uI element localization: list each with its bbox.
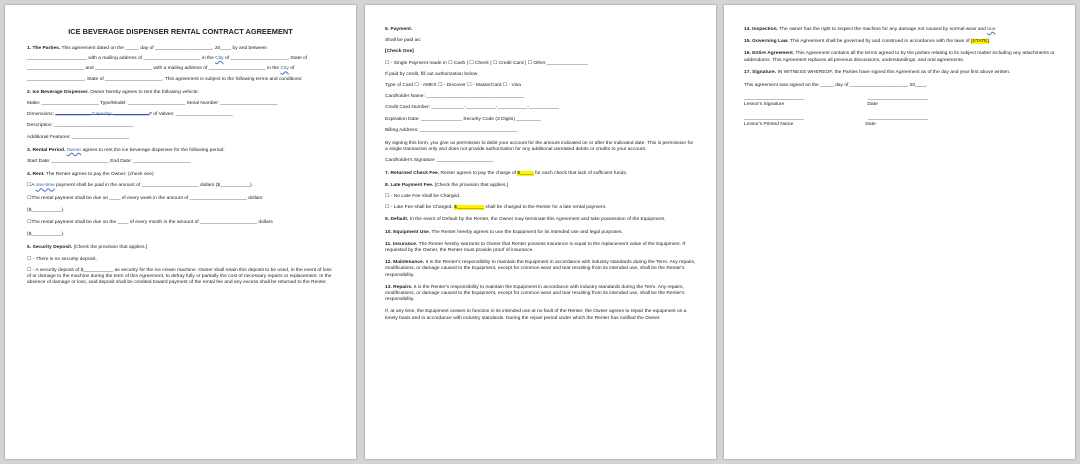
signature-line: ______________________ (744, 115, 804, 121)
additional-features-field: Additional Features: _____________________ (27, 134, 129, 140)
lessor-signature-label: Lessor's Signature (744, 102, 785, 108)
deposit-option-amount: ☐ - A security deposit of $___________ as security for the ice cream machine. Owner shall retain this deposit to be used, in the event of loss of or damage to the machine during the term of this Agreement, to defray fully or partially the cost of necessary repairs or replacement. In the absence of damage or loss, said deposit shall be credited toward payment of the rental fee and any excess shall be returned to the Renter. (27, 267, 332, 286)
document-page-2: 6. Payment. Shall be paid as: [Check One] ☐ - Single Payment made in ☐ Cash | ☐ Check | ☐ Credit Card | ☐ Other _______________ If paid by credit, fill out authorization below. Type of Card ☐ - AMEX ☐ - Discover ☐ - MasterCard ☐ - Visa Cardholder Name: ____________________________________ Credit Card Number: ____________-___________-___________-___________ Expiration Date: _______________ Security Code (3 Digits) _________ Billing Address: ____________________________________ By signing this form, you give us permission to debit your account for the amount indicated on or after the indicated date. This is permission for a single transaction only and does not provide authorization for any additional unrelated debits or credits to your account. Cardholder's Signature _____________________ 7. Returned Check Fee. Renter agrees to pay the charge of $_____ for each check that lack of sufficient funds. 8. Late Payment Fee. [Check the provision that applies.] ☐ - No Late Fee shall be Charged. ☐ - Late Fee shall be Charged. $__________ shall be charged to the Renter for a late rental payment. 9. Default. In the event of Default by the Renter, the Owner may terminate this Agreement and take possession of the Equipment. 10. Equipment Use. The Renter hereby agrees to use the Equipment for its intended use and legal purposes. 11. Insurance. The Renter hereby warrants to Owner that Renter possess insurance is equal to the replacement value of the Equipment. If requested by the Owner, the Renter must provide proof of insurance. 12. Maintenance. It is the Renter's responsibility to maintain the Equipment in accordance with industry standards during the Term. Any repairs, modifications, or damage caused to the Equipment, except for common wear and tear resulting from its intended use, shall be the Renter's responsibility. 13. Repairs. It is the Renter's responsibility to maintain the Equipment in accordance with industry standards during the Term. Any repairs, modifications, or damage caused to the Equipment, except for common wear and tear resulting from its intended use, shall be the Renter's responsibility. If, at any time, the Equipment ceases to function in its intended use at no fault of the Renter, the Owner agrees to repair the equipment on a timely basis and in accordance with industry standards. During the repair period under which the Renter has notified the Owner. (365, 5, 716, 459)
section-maintenance: 12. Maintenance. It is the Renter's responsibility to maintain the Equipment in accordance with industry standards during the Term. Any repairs, modifications, or damage caused to the Equipment, except for common wear and tear resulting from its intended use, shall be the Renter's responsibility. (385, 260, 696, 278)
section-late-fee: 8. Late Payment Fee. [Check the provision that applies.] (385, 182, 509, 188)
section-repairs: 13. Repairs. It is the Renter's responsibility to maintain the Equipment in accordance with industry standards during the Term. Any repairs, modifications, or damage caused to the Equipment, except for common wear and tear resulting from its intended use, shall be the Renter's responsibility. (385, 284, 685, 303)
signature-line: ______________________ (867, 96, 928, 102)
city-word: City (215, 56, 224, 62)
card-number-field: Credit Card Number: ____________-___________-___________-___________ (385, 105, 559, 111)
rent-option-monthly: ☐The rental payment shall be due on the ____ of every month in the amount of _____________________ dollars (27, 220, 273, 226)
signature-line: ______________________ (867, 115, 928, 121)
closing-paragraph: If, at any time, the Equipment ceases to function in its intended use at no fault of the Renter, the Owner agrees to repair the equipment on a timely basis and in accordance with industry standards. During the repair period under which the Renter has notified the Owner. (385, 309, 687, 321)
payment-method-options: ☐ - Single Payment made in ☐ Cash | ☐ Check | ☐ Credit Card | ☐ Other _______________ (385, 60, 588, 66)
section-default: 9. Default. In the event of Default by the Renter, the Owner may terminate this Agreement and take possession of the Equipment. (385, 217, 666, 223)
section-inspection: 14. Inspection. The owner has the right to inspect the machine for any damage not caused by normal wear and tear. (744, 27, 997, 32)
section-returned-check: 7. Returned Check Fee. Renter agrees to pay the charge of $_____ for each check that lack of sufficient funds. (385, 170, 628, 176)
dimensions-field: Dimensions: _____________ Capacity: _____________# of Valves: _____________________ (27, 112, 233, 118)
section-insurance: 11. Insurance. The Renter hereby warrants to Owner that Renter possess insurance is equal to the replacement value of the Equipment. If requested by the Owner, the Renter must provide proof of insurance. (385, 241, 686, 254)
lessor-printed-name-label: Lessor's Printed Name (744, 121, 794, 127)
section-payment: 6. Payment. (385, 27, 413, 32)
document-page-3 (724, 5, 1075, 459)
deposit-option-none: ☐ - There is no security deposit. (27, 256, 97, 262)
section-entire-agreement: 16. Entire Agreement. This Agreement contains all the terms agreed to by the parties relating to its subject matter including any attachments or addendums. This Agreement replaces all previous discussions, understandings, and oral agreements. (744, 51, 1055, 63)
expiration-field: Expiration Date: _______________ Security Code (3 Digits) _________ (385, 116, 541, 122)
rent-option-weekly: ☐The rental payment shall be due on ____ of every week in the amount of _____________________ dollars (27, 195, 263, 201)
section-governing-law: 15. Governing Law. This Agreement shall be governed by and construed in accordance with the laws of [STATE]. (744, 39, 991, 45)
rental-dates: Start Date: _____________________ End Date: _____________________ (27, 159, 191, 165)
cardholder-name-field: Cardholder Name: ____________________________________ (385, 94, 525, 100)
date-label: Date (865, 121, 876, 127)
city-word: City (280, 66, 289, 72)
signature-line: ______________________ (744, 96, 804, 102)
section-equipment-use: 10. Equipment Use. The Renter hereby agrees to use the Equipment for its intended use and legal purposes. (385, 229, 623, 235)
signed-on-line: This agreement was signed on the _____ day of _____________________, 20____. (744, 83, 928, 89)
document-page-1: ICE BEVERAGE DISPENSER RENTAL CONTRACT AGREEMENT 1. The Parties. This agreement dated on the _____ day of _____________________, 20____ by and between ______________________ with a mailing address of _____________________ in the City of _____________________, State of _____________________ and _____________________ with a mailing address of _____________________ in the City of _____________________, State of _____________________. This agreement is subject to the following terms and conditions: 2. Ice Beverage Dispenser. Owner hereby agrees to rent the following vehicle: Make: _____________________ Type/Model: _____________________ Serial Number: _____________________ Dimensions: _____________ Capacity: _____________# of Valves: _____________________ Description: _____________________________ Additional Features: _____________________ 3. Rental Period. Owner agrees to rent the ice beverage dispenser for the following period: Start Date: _____________________ End Date: _____________________ 4. Rent. The Renter agrees to pay the Owner: (check one) ☐A one-time payment shall be paid in the amount of _____________________ dollars ($___________). ☐The rental payment shall be due on ____ of every week in the amount of _____________________ dollars ($___________). ☐The rental payment shall be due on the ____ of every month in the amount of _____________________ dollars ($___________). 5. Security Deposit. [Check the provision that applies.] ☐ - There is no security deposit. ☐ - A security deposit of $___________ as security for the ice cream machine. Owner shall retain this deposit to be used, in the event of loss of or damage to the machine during the term of this Agreement, to defray fully or partially the cost of necessary repairs or replacement. In the absence of damage or loss, said deposit shall be credited toward payment of the rental fee and any excess shall be returned to the Renter. (5, 5, 356, 459)
section-rental-period: 3. Rental Period. Owner agrees to rent the ice beverage dispenser for the following period: (27, 147, 225, 153)
section-signature: 17. Signature. IN WITNESS WHEREOF, the Parties have signed this Agreement as of the day and year first above written. (744, 69, 1011, 75)
rent-option-one-time: ☐A one-time payment shall be paid in the amount of _____________________ dollars ($___________). (27, 183, 254, 189)
section-dispenser: 2. Ice Beverage Dispenser. Owner hereby agrees to rent the following vehicle: (27, 89, 199, 95)
date-label: Date (867, 102, 878, 108)
make-field: Make: _____________________ Type/Model: _____________________ Serial Number: _____________________ (27, 101, 278, 107)
billing-address-field: Billing Address: ____________________________________ (385, 127, 518, 133)
authorization-text: By signing this form, you give us permission to debit your account for the amount indicated on or after the indicated date. This is permission for a single transaction only and does not provide authorization for any additional unrelated debits or credits to your account. (385, 141, 694, 153)
description-field: Description: _____________________________ (27, 123, 134, 129)
section-parties: 1. The Parties. This agreement dated on the _____ day of _____________________, 20____ by and between (27, 46, 268, 51)
cardholder-signature-field: Cardholder's Signature _____________________ (385, 158, 494, 164)
section-rent: 4. Rent. The Renter agrees to pay the Owner: (check one) (27, 172, 154, 178)
document-title: ICE BEVERAGE DISPENSER RENTAL CONTRACT AGREEMENT (68, 27, 293, 36)
card-type-options: Type of Card ☐ - AMEX ☐ - Discover ☐ - MasterCard ☐ - Visa (385, 83, 521, 89)
section-security-deposit: 5. Security Deposit. [Check the provision that applies.] (27, 245, 148, 251)
